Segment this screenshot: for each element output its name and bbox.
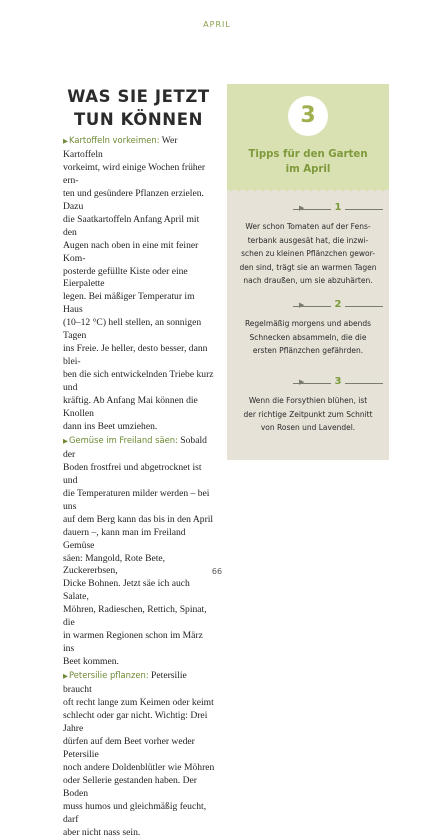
- paragraph-highlight: Kartoffeln vorkeimen:: [69, 135, 160, 145]
- tips-title-line-2: im April: [285, 164, 331, 175]
- body-line: legen. Bei mäßiger Temperatur im Haus: [63, 291, 195, 316]
- body-line: ten und gesündere Pflanzen erzielen. Dazu: [63, 187, 204, 212]
- tips-sidebar-header: [227, 84, 389, 190]
- body-line: aber nicht nass sein.: [63, 826, 141, 838]
- tip-number: 3: [293, 376, 383, 387]
- body-line: die Temperaturen milder werden – bei uns: [63, 487, 210, 512]
- tip-text: Wer schon Tomaten auf der Fens- terbank ausgesät hat, die inzwi- schen zu kleinen Pflänzchen gewor- den sind, trägt sie an warmen Tagen nach draußen, um sie abzuhärten.: [239, 222, 377, 285]
- heading-line-2: TUN KÖNNEN: [74, 110, 203, 129]
- body-line: Dicke Bohnen. Jetzt säe ich auch Salate,: [63, 578, 190, 603]
- zigzag-divider: [227, 186, 389, 194]
- heading-line-1: WAS SIE JETZT: [67, 87, 210, 106]
- number-badge: 3: [288, 96, 328, 136]
- body-line: dann ins Beet umziehen.: [63, 420, 158, 432]
- paragraph-potatoes: [63, 134, 215, 434]
- paragraph-lead: Wer Kartoffeln: [63, 135, 178, 160]
- body-line: Boden frostfrei und abgetrocknet ist und: [63, 461, 202, 486]
- paragraph-sowing: [63, 434, 215, 669]
- paragraph-lead: Petersilie braucht: [63, 670, 187, 696]
- body-line: vorkeimt, wird einige Wochen früher ern-: [63, 161, 206, 186]
- arrow-right-icon: ▶: [299, 204, 305, 212]
- body-line: Beet kommen.: [63, 656, 119, 668]
- body-line: schlecht oder gar nicht. Wichtig: Drei Jahre: [63, 709, 208, 734]
- body-line: muss humos und gleichmäßig feucht, darf: [63, 800, 207, 825]
- triangle-bullet-icon: ▶: [63, 673, 68, 681]
- arrow-right-icon: ▶: [299, 301, 305, 309]
- tips-sidebar-title: [227, 147, 389, 177]
- tips-sidebar: [227, 84, 389, 460]
- body-line: Möhren, Radieschen, Rettich, Spinat, die: [63, 604, 207, 629]
- page-number: 66: [211, 567, 223, 576]
- body-line: dürfen auf dem Beet vorher weder Petersilie: [63, 735, 195, 760]
- body-line: noch andere Doldenblütler wie Möhren: [63, 761, 215, 773]
- body-line: Augen nach oben in eine mit feiner Kom-: [63, 239, 199, 264]
- running-head: APRIL: [203, 20, 231, 29]
- body-line: in warmen Regionen schon im März ins: [63, 630, 203, 655]
- body-line: säen: Mangold, Rote Bete, Zuckererbsen,: [63, 552, 166, 577]
- section-heading: [50, 85, 227, 131]
- body-line: oft recht lange zum Keimen oder keimt: [63, 696, 214, 708]
- triangle-bullet-icon: ▶: [63, 138, 68, 145]
- arrow-right-icon: ▶: [299, 378, 305, 386]
- tip-text: Regelmäßig morgens und abends Schnecken absammeln, die die ersten Pflänzchen gefährden.: [244, 319, 372, 355]
- body-line: (10–12 °C) hell stellen, an sonnigen Tagen: [63, 317, 202, 342]
- body-line: dauern –, kann man im Freiland Gemüse: [63, 526, 186, 551]
- body-line: die Saatkartoffeln Anfang April mit den: [63, 213, 200, 238]
- paragraph-parsley: [63, 669, 215, 839]
- body-text: [63, 134, 215, 839]
- body-line: posterde gefüllte Kiste oder eine Eierpalette: [63, 265, 188, 290]
- body-line: oder Sellerie gestanden haben. Der Boden: [63, 774, 197, 799]
- tip-text: Wenn die Forsythien blühen, ist der richtige Zeitpunkt zum Schnitt von Rosen und Lavendel.: [243, 396, 373, 432]
- tip-number: 2: [293, 299, 383, 310]
- body-line: ins Freie. Je heller, desto besser, dann blei-: [63, 343, 208, 368]
- body-line: ben die sich entwickelnden Triebe kurz und: [63, 369, 214, 394]
- body-line: kräftig. Ab Anfang Mai können die Knollen: [63, 395, 198, 420]
- paragraph-highlight: Gemüse im Freiland säen:: [69, 434, 178, 445]
- paragraph-lead: Sobald der: [63, 434, 207, 460]
- body-line: auf dem Berg kann das bis in den April: [63, 513, 214, 525]
- triangle-bullet-icon: ▶: [63, 437, 68, 445]
- tip-number: 1: [293, 202, 383, 213]
- paragraph-highlight: Petersilie pflanzen:: [69, 670, 149, 681]
- tips-title-line-1: Tipps für den Garten: [248, 149, 368, 160]
